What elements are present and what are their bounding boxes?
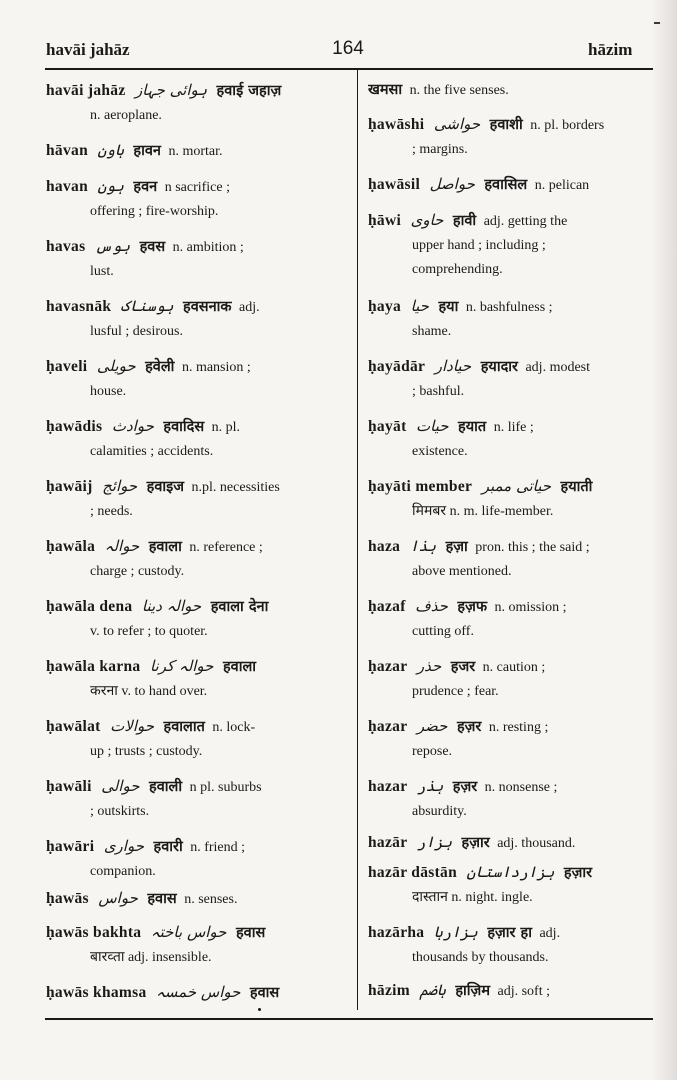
definition: n. resting ; (488, 720, 549, 735)
urdu-script: ہاون (97, 141, 124, 159)
entry-line (46, 594, 334, 620)
entry-line (46, 980, 334, 1006)
entry-line (368, 830, 656, 856)
entry-line (46, 474, 334, 500)
dictionary-entry (46, 414, 334, 464)
urdu-script: حواس باختہ (150, 923, 227, 941)
dictionary-entry (46, 980, 334, 1006)
hindi-script: हवाली (149, 779, 183, 795)
definition: n.pl. necessities (191, 480, 280, 495)
urdu-script: حوالات (110, 717, 155, 735)
dictionary-entry (368, 978, 656, 1004)
hindi-script: हया (438, 299, 459, 315)
page-mark (654, 22, 660, 24)
entry-line (46, 354, 334, 380)
entry-continuation: ; outskirts. (90, 804, 150, 819)
headword: ḥawāla (46, 538, 96, 555)
headword: ḥawālat (46, 718, 101, 735)
dictionary-entry (46, 354, 334, 404)
entry-line (46, 886, 334, 912)
dictionary-entry (46, 654, 334, 704)
definition: adj. soft ; (497, 984, 550, 999)
headword: hazārha (368, 924, 425, 941)
hindi-script: हवालात (163, 719, 205, 735)
hindi-script: हवारी (153, 839, 183, 855)
urdu-script: حوالہ کرنا (149, 657, 214, 675)
hindi-script: हावी (452, 213, 477, 229)
definition: n. pl. (211, 420, 241, 435)
hindi-script: हवन (133, 179, 158, 195)
urdu-script: حذر (416, 657, 442, 675)
dictionary-entry (368, 78, 656, 103)
headword: ḥawāri (46, 838, 95, 855)
definition: n sacrifice ; (164, 180, 230, 195)
urdu-script: ہزار (416, 833, 453, 851)
entry-line (368, 594, 656, 620)
headword: havasnāk (46, 298, 112, 315)
running-head-right: hāzim (588, 40, 633, 59)
entry-line (46, 920, 334, 946)
urdu-script: ہزارہا (433, 923, 478, 941)
hindi-script: हज़ार (563, 865, 593, 881)
definition: n. ambition ; (172, 240, 244, 255)
hindi-script: हाज़िम (455, 983, 490, 999)
headword: havāi jahāz (46, 82, 126, 99)
dictionary-entry (368, 172, 656, 198)
hindi-script: हवाशी (489, 117, 523, 133)
footer-rule (45, 1018, 653, 1020)
entry-line (368, 354, 656, 380)
dictionary-entry (368, 860, 656, 910)
definition: pron. this ; the said ; (475, 540, 590, 555)
hindi-script: हावन (133, 143, 161, 159)
headword: ḥawādis (46, 418, 103, 435)
entry-continuation: thousands by thousands. (412, 950, 549, 965)
definition: n. pl. borders (530, 118, 605, 133)
entry-line (368, 978, 656, 1004)
running-head-left: havāi jahāz (46, 40, 130, 59)
hindi-script: हवाला (222, 659, 257, 675)
entry-line (46, 138, 334, 164)
entry-line (368, 860, 656, 886)
dictionary-entry (46, 714, 334, 764)
dictionary-entry (368, 714, 656, 764)
dictionary-entry (368, 294, 656, 344)
entry-continuation: absurdity. (412, 804, 467, 819)
entry-continuation: calamities ; accidents. (90, 444, 214, 459)
hindi-script: हवास (235, 925, 266, 941)
entry-continuation: n. aeroplane. (90, 108, 162, 123)
hindi-script: खमसा (368, 82, 403, 98)
headword: ḥawāla dena (46, 598, 133, 615)
entry-continuation: companion. (90, 864, 156, 879)
entry-line (46, 534, 334, 560)
urdu-script: حواری (103, 837, 144, 855)
urdu-script: ہذر (416, 777, 444, 795)
dictionary-entry (46, 920, 334, 970)
definition: adj. (239, 300, 260, 315)
entry-line (368, 414, 656, 440)
definition: n. reference ; (189, 540, 263, 555)
headword: ḥawās bakhta (46, 924, 142, 941)
urdu-script: ہوس (94, 237, 131, 255)
entry-line (368, 112, 656, 138)
dictionary-entry (368, 594, 656, 644)
urdu-script: حواشی (433, 115, 481, 133)
hindi-script: हवेली (145, 359, 175, 375)
headword: ḥaya (368, 298, 402, 315)
urdu-script: حیادار (434, 357, 472, 375)
urdu-script: ہوائی جہاز (135, 81, 208, 99)
definition: adj. modest (525, 360, 591, 375)
entry-line (46, 834, 334, 860)
urdu-script: ہاضم (419, 981, 446, 999)
urdu-script: ہوسناک (120, 297, 174, 315)
entry-continuation: repose. (412, 744, 453, 759)
entry-line (368, 534, 656, 560)
headword: ḥazar (368, 718, 408, 735)
dictionary-entry (368, 534, 656, 584)
dictionary-entry (368, 654, 656, 704)
hindi-script: हवाइज (146, 479, 185, 495)
urdu-script: حوالہ (104, 537, 140, 555)
hindi-script: हवाला (148, 539, 182, 555)
urdu-script: حواس خمسہ (156, 983, 241, 1001)
headword: hāvan (46, 142, 88, 159)
entry-continuation: ; margins. (412, 142, 468, 157)
entry-continuation: comprehending. (412, 262, 503, 277)
urdu-script: حیا (410, 297, 429, 315)
entry-line (368, 474, 656, 500)
definition: n. caution ; (482, 660, 546, 675)
headword: ḥawāli (46, 778, 92, 795)
header-rule (45, 68, 653, 70)
dictionary-entry (368, 474, 656, 524)
hindi-script: हजर (450, 659, 476, 675)
entry-continuation: prudence ; fear. (412, 684, 499, 699)
entry-continuation: existence. (412, 444, 468, 459)
headword: ḥaveli (46, 358, 88, 375)
definition: n. pelican (534, 178, 590, 193)
entry-continuation: v. to refer ; to quoter. (90, 624, 208, 639)
hindi-script: हयादार (480, 359, 518, 375)
hindi-script: हयाती (560, 479, 593, 495)
urdu-script: ہزارداستان (466, 863, 555, 881)
dictionary-entry (368, 830, 656, 856)
hindi-script: हवास (147, 891, 177, 907)
entry-line (368, 208, 656, 234)
entry-line (368, 654, 656, 680)
dictionary-entry (46, 234, 334, 284)
entry-line (46, 654, 334, 680)
hindi-script: हवाई जहाज़ (216, 83, 282, 99)
dictionary-entry (46, 886, 334, 912)
dictionary-entry (46, 174, 334, 224)
urdu-script: حوادث (111, 417, 154, 435)
entry-line (46, 774, 334, 800)
definition: n. nonsense ; (484, 780, 558, 795)
dictionary-entry (368, 774, 656, 824)
entry-line (368, 172, 656, 198)
hindi-script: हज़ार (461, 835, 490, 851)
entry-continuation: lusful ; desirous. (90, 324, 183, 339)
entry-line (368, 920, 656, 946)
entry-continuation: ; needs. (90, 504, 133, 519)
definition: n. mansion ; (181, 360, 251, 375)
definition: n. omission ; (494, 600, 567, 615)
headword: ḥawāshi (368, 116, 425, 133)
entry-line (46, 78, 334, 104)
entry-line (46, 174, 334, 200)
entry-continuation: cutting off. (412, 624, 474, 639)
hindi-script: हज़ा (445, 539, 468, 555)
entry-continuation: lust. (90, 264, 114, 279)
urdu-script: حضر (416, 717, 448, 735)
urdu-script: ہون (97, 177, 124, 195)
urdu-script: حاوی (410, 211, 444, 229)
entry-line (368, 774, 656, 800)
headword: ḥawāla karna (46, 658, 141, 675)
definition: n. lock- (212, 720, 256, 735)
hindi-script: हवाला देना (210, 599, 269, 615)
entry-continuation: charge ; custody. (90, 564, 185, 579)
entry-continuation: मिमबर n. m. life-member. (412, 504, 554, 519)
headword: hazār dāstān (368, 864, 458, 881)
dictionary-entry (46, 474, 334, 524)
hindi-script: हज़फ (457, 599, 488, 615)
hindi-script: हवास (249, 985, 280, 1001)
hindi-script: हज़ार हा (487, 925, 532, 941)
headword: ḥayāti member (368, 478, 473, 495)
hindi-script: हज़र (452, 779, 478, 795)
footer-dot (258, 1008, 261, 1011)
headword: ḥayādār (368, 358, 426, 375)
hindi-script: हवादिस (163, 419, 205, 435)
column-divider (357, 70, 358, 1010)
entry-line (368, 714, 656, 740)
entry-continuation: above mentioned. (412, 564, 512, 579)
entry-continuation: shame. (412, 324, 452, 339)
page-number: 164 (332, 38, 364, 59)
urdu-script: حوائج (102, 477, 138, 495)
headword: ḥazar (368, 658, 408, 675)
headword: ḥawās (46, 890, 89, 907)
dictionary-entry (46, 138, 334, 164)
definition: n. mortar. (168, 144, 223, 159)
urdu-script: حواصل (429, 175, 475, 193)
urdu-script: حویلی (96, 357, 136, 375)
entry-line (46, 714, 334, 740)
dictionary-entry (46, 294, 334, 344)
definition: n. senses. (184, 892, 238, 907)
headword: ḥawāsil (368, 176, 421, 193)
hindi-script: हवस (139, 239, 166, 255)
entry-continuation: upper hand ; including ; (412, 238, 546, 253)
definition: adj. thousand. (497, 836, 576, 851)
headword: hazār (368, 834, 408, 851)
headword: ḥawāij (46, 478, 93, 495)
dictionary-entry (368, 208, 656, 282)
dictionary-entry (46, 774, 334, 824)
entry-line (46, 414, 334, 440)
headword: ḥawās khamsa (46, 984, 147, 1001)
entry-continuation: करना v. to hand over. (90, 684, 208, 699)
entry-continuation: बारव्ता adj. insensible. (90, 950, 212, 965)
entry-continuation: ; bashful. (412, 384, 465, 399)
entry-continuation: up ; trusts ; custody. (90, 744, 203, 759)
headword: haza (368, 538, 401, 555)
entry-line (46, 294, 334, 320)
entry-line (46, 234, 334, 260)
urdu-script: حذف (415, 597, 448, 615)
hindi-script: हवसनाक (183, 299, 232, 315)
headword: hāzim (368, 982, 410, 999)
definition: adj. getting the (483, 214, 568, 229)
definition: n. the five senses. (409, 83, 509, 98)
headword: hazar (368, 778, 408, 795)
dictionary-entry (46, 834, 334, 884)
dictionary-entry (46, 78, 334, 128)
dictionary-entry (368, 354, 656, 404)
hindi-script: हवासिल (484, 177, 528, 193)
urdu-script: حوالی (101, 777, 140, 795)
urdu-script: حواس (98, 889, 138, 907)
hindi-script: हज़र (456, 719, 482, 735)
entry-continuation: दास्तान n. night. ingle. (412, 890, 533, 905)
definition: n. bashfulness ; (465, 300, 553, 315)
urdu-script: حیات (416, 417, 449, 435)
dictionary-entry (368, 414, 656, 464)
entry-line (368, 294, 656, 320)
headword: havan (46, 178, 88, 195)
headword: ḥazaf (368, 598, 406, 615)
entry-line (368, 78, 656, 103)
urdu-script: حوالہ دینا (141, 597, 202, 615)
definition: adj. (539, 926, 561, 941)
headword: ḥayāt (368, 418, 407, 435)
dictionary-entry (368, 920, 656, 970)
headword: havas (46, 238, 86, 255)
entry-continuation: house. (90, 384, 127, 399)
dictionary-entry (368, 112, 656, 162)
headword: ḥāwi (368, 212, 402, 229)
definition: n. life ; (493, 420, 534, 435)
dictionary-entry (46, 534, 334, 584)
entry-continuation: offering ; fire-worship. (90, 204, 219, 219)
hindi-script: हयात (458, 419, 487, 435)
definition: n. friend ; (190, 840, 246, 855)
definition: n pl. suburbs (189, 780, 262, 795)
urdu-script: ہذا (409, 537, 437, 555)
dictionary-entry (46, 594, 334, 644)
urdu-script: حیاتی ممبر (481, 477, 552, 495)
